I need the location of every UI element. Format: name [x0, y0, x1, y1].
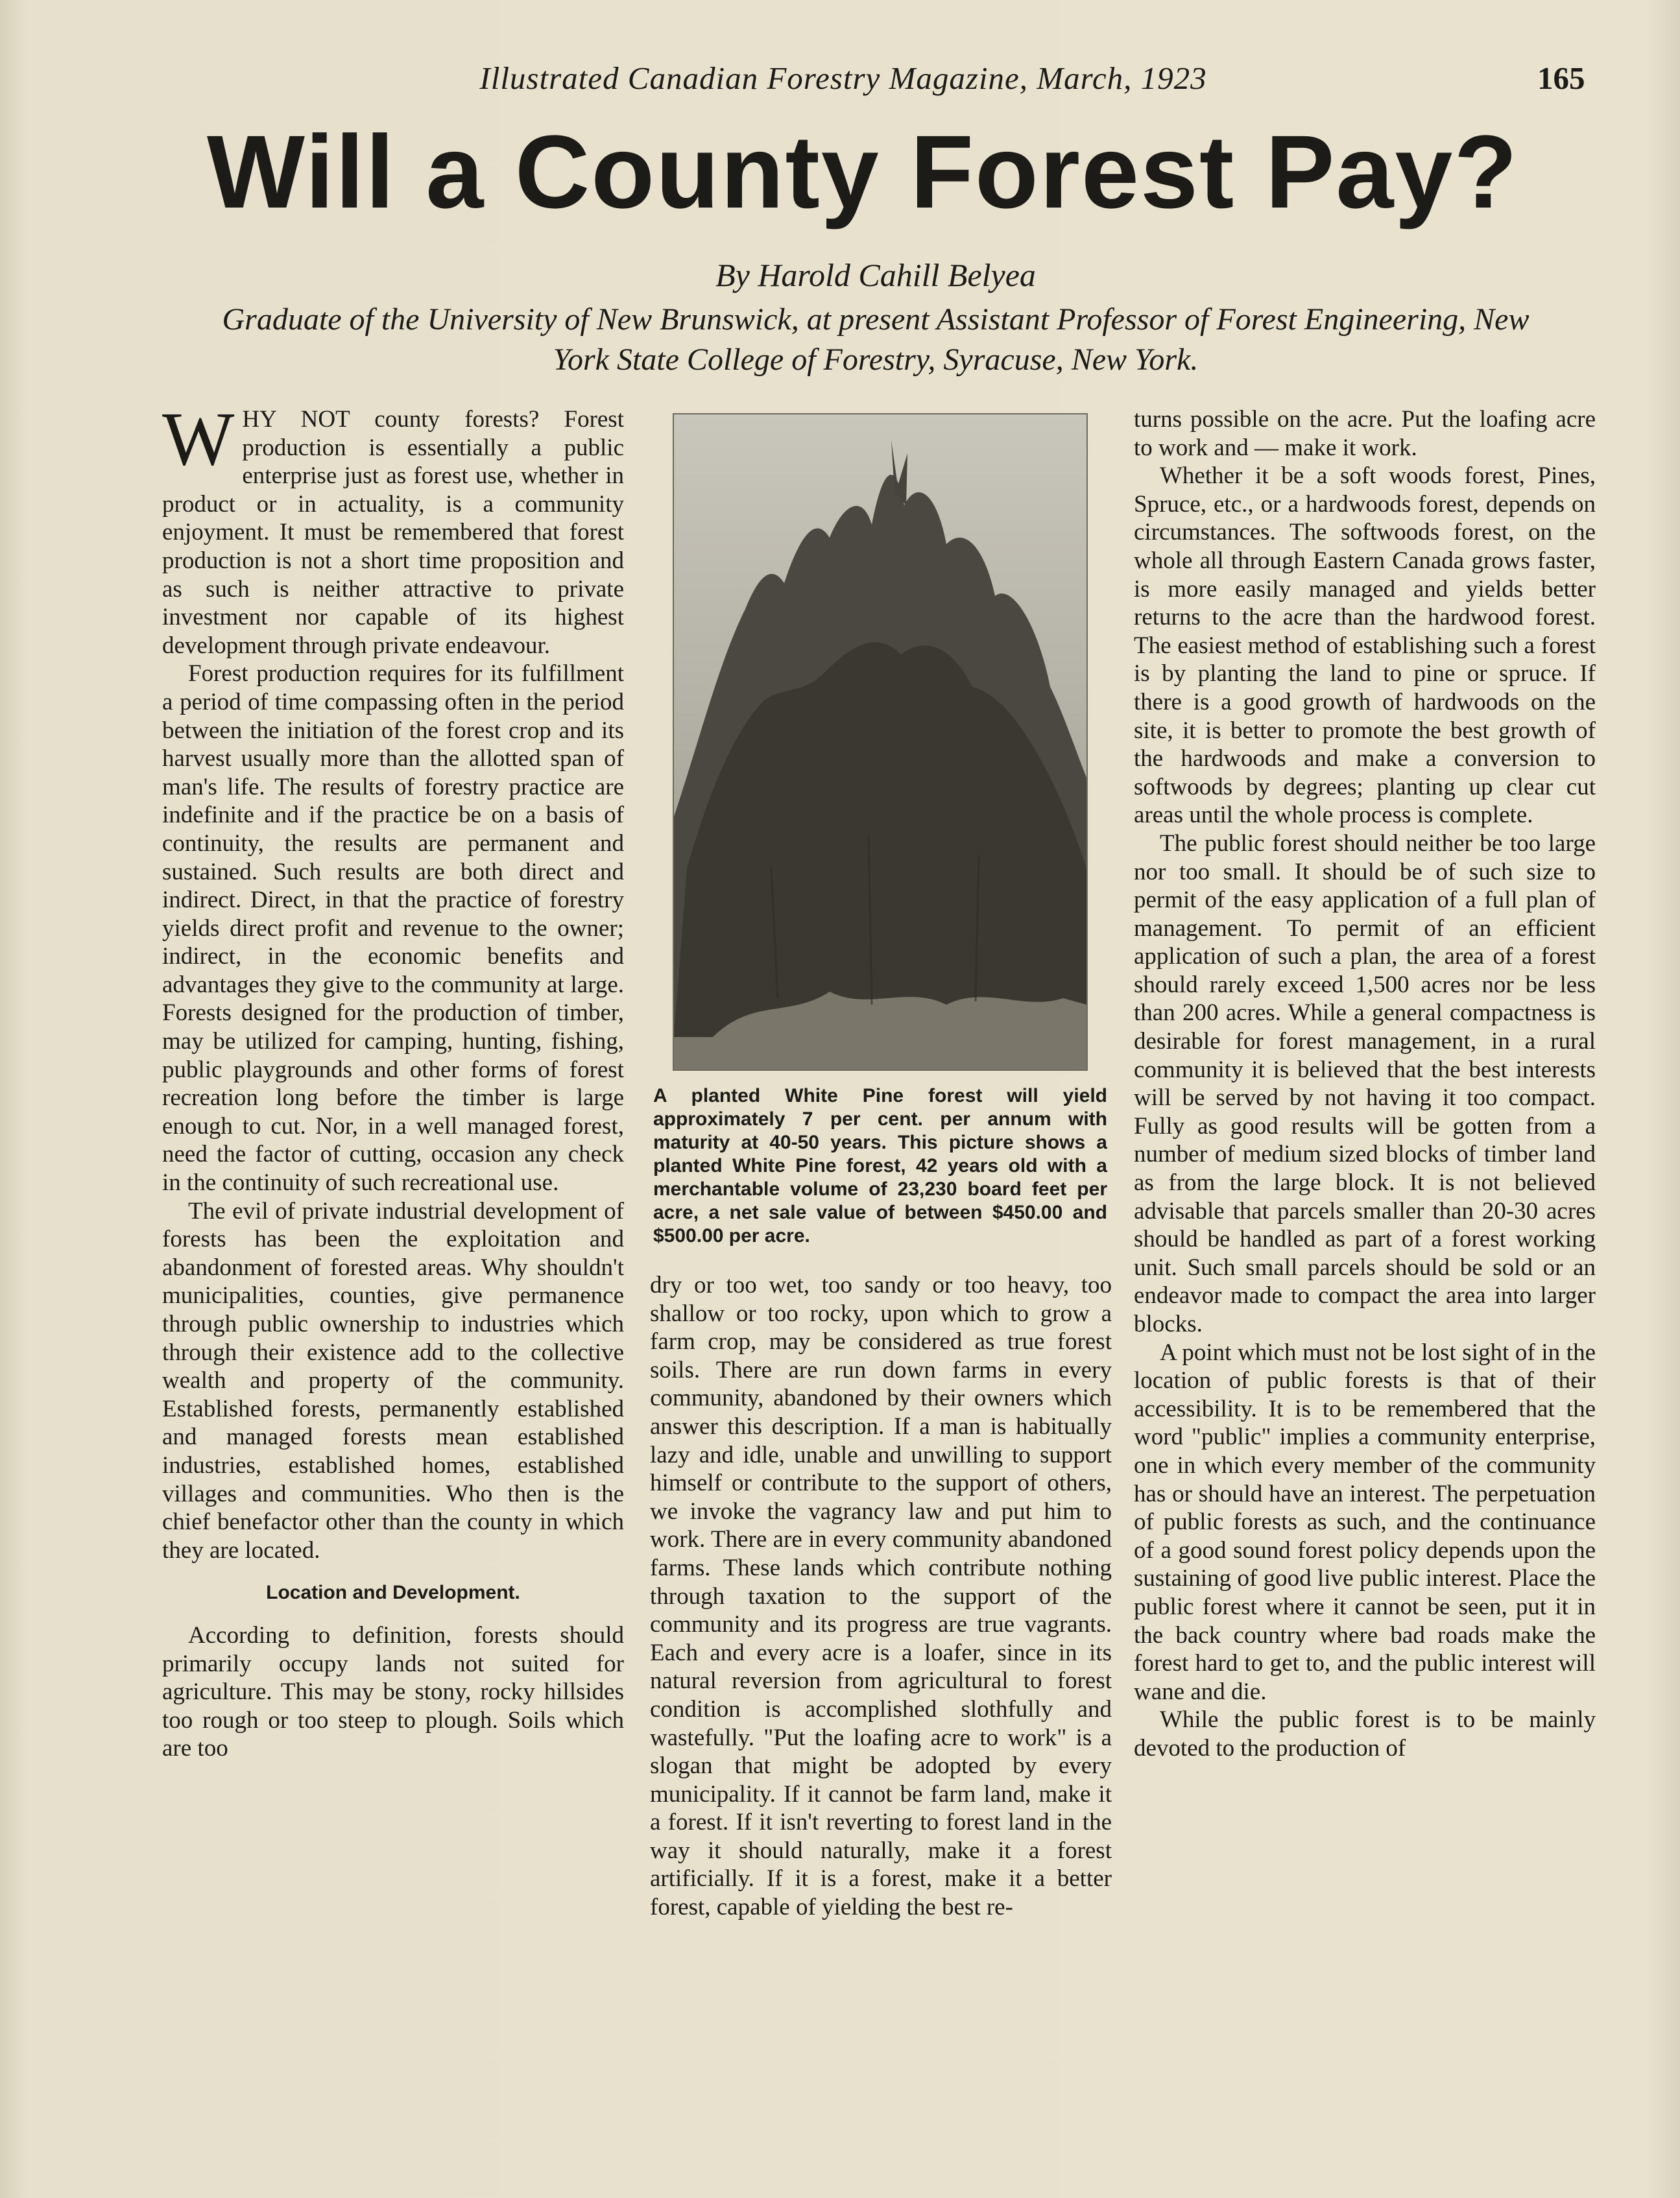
paragraph: The evil of private industrial development of forests has been the exploitation and abandonment of forested areas. Why shouldn't municipalities, counties, give permanence through public ownership to industries which through their existence add to the collective wealth and property of the community. Established forests, permanently established and managed forests mean established industries, established homes, established villages and communities. Who then is the chief benefactor other than the county in which they are located. — [162, 1197, 624, 1564]
page-number: 165 — [1537, 60, 1585, 96]
paragraph: Forest production requires for its fulfillment a period of time compassing often in the period between the initiation of the forest crop and its harvest usually more than the allotted span of man's life. The results of forestry practice are indefinite and if the practice be on a basis of continuity, the results are permanent and sustained. Such results are both direct and indirect. Direct, in that the practice of forestry yields direct profit and revenue to the owner; indirect, in the economic benefits and advantages they give to the community at large. Forests designed for the production of timber, may be utilized for camping, hunting, fishing, public playgrounds and other forms of forest recreation long before the timber is large enough to cut. Nor, in a well managed forest, need the factor of cutting, occasion any check in the continuity of such recreational use. — [162, 660, 624, 1197]
section-subhead: Location and Development. — [266, 1582, 520, 1604]
paragraph: Whether it be a soft woods forest, Pines, Spruce, etc., or a hardwoods forest, depends on circumstances. The softwoods forest, on the whole all through Eastern Canada grows faster, is more easily managed and yields better returns to the acre than the hardwood forest. The easiest method of establishing such a forest is by planting the land to pine or spruce. If there is a good growth of hardwoods on the site, it is better to promote the best growth of the hardwoods and make a conversion to softwoods by degrees; planting up clear cut areas until the whole process is complete. — [1134, 462, 1596, 829]
opening-paragraph — [162, 396, 624, 660]
left-column — [162, 396, 624, 1763]
photo-caption: A planted White Pine forest will yield approximately 7 per cent. per annum with maturity at 40-50 years. This picture shows a planted White Pine forest, 42 years old with a merchantable volume of 23,230 board feet per acre, a net sale value of between $450.00 and $500.00 per acre. — [653, 1085, 1107, 1247]
drop-cap: W — [162, 396, 235, 481]
middle-column — [650, 1271, 1112, 1922]
paragraph: According to definition, forests should primarily occupy lands not suited for agriculture. This may be stony, rocky hillsides too rough or too steep to plough. Soils which are too — [162, 1621, 624, 1762]
author-affiliation: Graduate of the University of New Brunswick, at present Assistant Professor of Forest Engineering, New York State College of Forestry, Syracuse, New York. — [222, 302, 1530, 377]
paragraph: While the public forest is to be mainly devoted to the production of — [1134, 1706, 1596, 1762]
byline: By Harold Cahill Belyea — [715, 257, 1036, 293]
running-head: Illustrated Canadian Forestry Magazine, March, 1923 — [479, 60, 1207, 96]
article-title: Will a County Forest Pay? — [206, 113, 1519, 230]
paragraph: A point which must not be lost sight of in the location of public forests is that of their accessibility. It is to be remembered that the word "public" implies a community enterprise, one in which every member of the community has or should have an interest. The perpetuation of public forests as such, and the continuance of a good sound forest policy depends upon the sustaining of good live public interest. Place the public forest where it cannot be seen, put it in the back country where bad roads make the forest hard to get to, and the public interest will wane and die. — [1134, 1339, 1596, 1705]
white-pine-forest-photo — [673, 413, 1088, 1071]
paragraph: turns possible on the acre. Put the loafing acre to work and — make it work. — [1134, 406, 1596, 461]
paragraph: The public forest should neither be too large nor too small. It should be of such size to permit of the easy application of a full plan of management. To permit of an efficient application of such a plan, the area of a forest should rarely exceed 1,500 acres nor be less than 200 acres. While a general compactness is desirable for forest management, in a rural community it is believed that the best interests will be served by not having it too compact. Fully as good results will be gotten from a number of medium sized blocks of timber land as from the large block. It is not believed advisable that parcels smaller than 20-30 acres should be handled as part of a forest working unit. Such small parcels should be sold or an endeavor made to compact the area into larger blocks. — [1134, 830, 1596, 1337]
paragraph: dry or too wet, too sandy or too heavy, too shallow or too rocky, upon which to grow a farm crop, may be considered as true forest soils. There are run down farms in every community, abandoned by their owners which answer this description. If a man is habitually lazy and idle, unable and unwilling to support himself or contribute to the support of others, we invoke the vagrancy law and put him to work. There are in every community abandoned farms. These lands which contribute nothing through taxation to the support of the community and its progress are true vagrants. Each and every acre is a loafer, since in its natural reversion from agricultural to forest condition is accomplished slothfully and wastefully. "Put the loafing acre to work" is a slogan that might be adopted by every municipality. If it cannot be farm land, make it a forest. If it isn't reverting to forest land in the way it should naturally, make it a forest artificially. If it is a forest, make it a better forest, capable of yielding the best re- — [650, 1272, 1112, 1921]
right-column — [1134, 405, 1596, 1763]
opening-paragraph-text: HY NOT county forests? Forest production is essentially a public enterprise just as forest use, whether in product or in actuality, is a community enjoyment. It must be remembered that forest production is not a short time proposition and as such is neither attractive to private investment nor capable of its highest development through private endeavour. — [162, 406, 624, 659]
forest-photo-illustration — [674, 414, 1086, 1069]
